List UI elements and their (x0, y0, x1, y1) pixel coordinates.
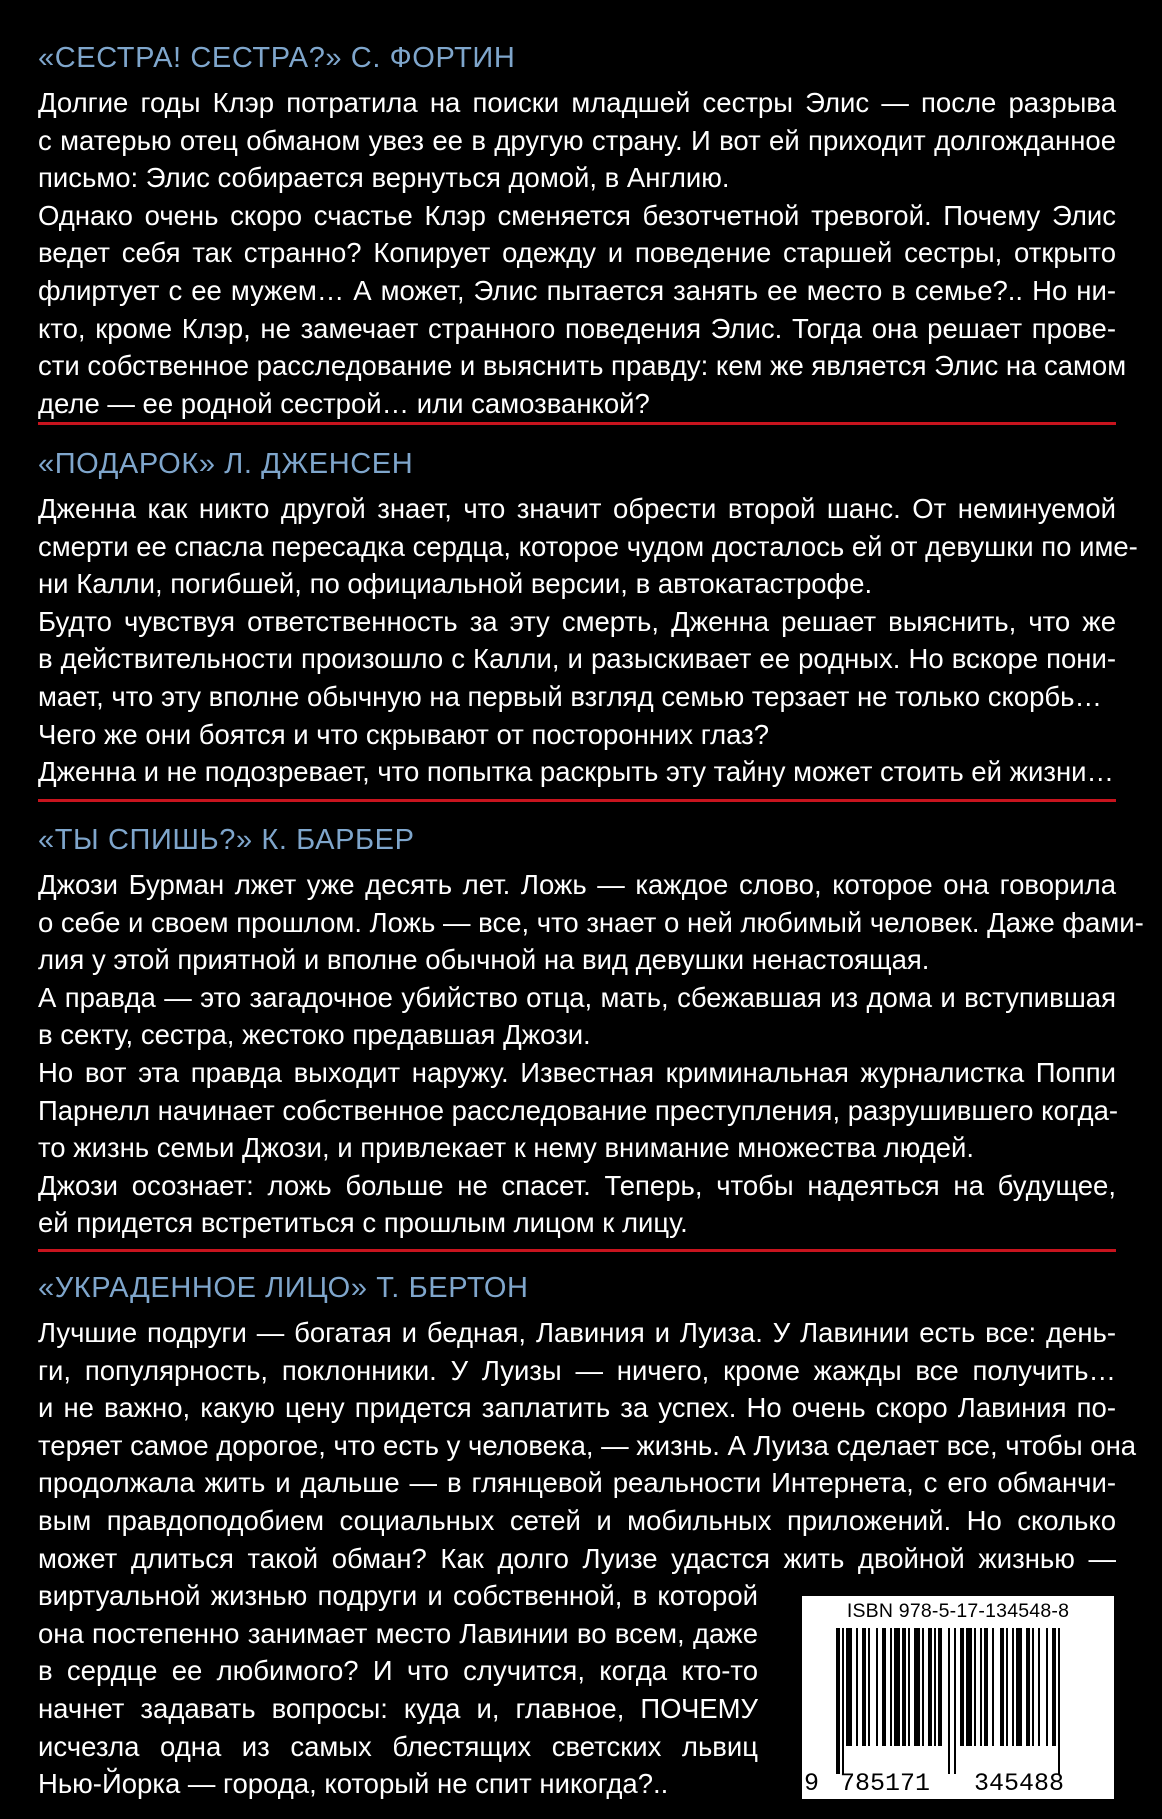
text-line: письмо: Элис собирается вернуться домой, в Англию. (38, 162, 730, 194)
text-line: Чего же они боятся и что скрывают от посторонних глаз? (38, 718, 770, 750)
barcode-bar (914, 1628, 920, 1746)
barcode-bar (992, 1628, 994, 1746)
text-line: с матерью отец обманом увез ее в другую страну. И вот ей приходит долгожданное (38, 124, 1116, 156)
barcode-bar (1026, 1628, 1030, 1746)
barcode-bar (974, 1628, 976, 1746)
barcode-bar (1000, 1628, 1004, 1746)
text-line: то жизнь семьи Джози, и привлекает к нему внимание множества людей. (38, 1132, 975, 1164)
text-line: Джози осознает: ложь больше не спасет. Теперь, чтобы надеяться на будущее, (38, 1169, 1116, 1201)
text-line: ги, популярность, поклонники. У Луизы — ничего, кроме жажды все получить… (38, 1354, 1116, 1386)
barcode-bar (836, 1628, 840, 1774)
text-line: продолжала жить и дальше — в глянцевой реальности Интернета, с его обманчи- (38, 1467, 1116, 1499)
barcode-bar (862, 1628, 866, 1746)
barcode-bar (954, 1628, 956, 1774)
section-title: «ПОДАРОК» Л. ДЖЕНСЕН (38, 448, 414, 480)
text-line: о себе и своем прошлом. Ложь — все, что знает о ней любимый человек. Даже фами- (38, 906, 1144, 938)
text-line: ведет себя так странно? Копирует одежду и поведение старшей сестры, открыто (38, 237, 1116, 269)
text-line: А правда — это загадочное убийство отца, мать, сбежавшая из дома и вступившая (38, 981, 1116, 1013)
barcode-digit-prefix: 9 (804, 1769, 820, 1798)
barcode-bar (856, 1628, 858, 1746)
text-line: мает, что эту вполне обычную на первый взгляд семью терзает не только скорбь… (38, 680, 1102, 712)
barcode-bar (938, 1628, 942, 1746)
section-title: «ТЫ СПИШЬ?» К. БАРБЕР (38, 824, 415, 856)
barcode-bar (846, 1628, 852, 1746)
barcode-bar (1052, 1628, 1056, 1746)
isbn-number: ISBN 978-5-17-134548-8 (846, 1600, 1070, 1622)
text-line: начнет задавать вопросы: куда и, главное, ПОЧЕМУ (38, 1692, 758, 1724)
text-line: Долгие годы Клэр потратила на поиски младшей сестры Элис — после разрыва (38, 87, 1116, 118)
barcode-bar (1046, 1628, 1048, 1746)
barcode-bar (842, 1628, 844, 1774)
barcode-bar (1032, 1628, 1034, 1746)
text-line: в секту, сестра, жестоко предавшая Джози. (38, 1019, 591, 1051)
text-line: Джози Бурман лжет уже десять лет. Ложь — каждое слово, которое она говорила (38, 869, 1116, 900)
text-line: в сердце ее любимого? И что случится, когда кто-то (38, 1655, 758, 1687)
text-line: исчезла одна из самых блестящих светских львиц (38, 1730, 758, 1762)
text-line: Однако очень скоро счастье Клэр сменяется безотчетной тревогой. Почему Элис (38, 199, 1116, 231)
section-title: «СЕСТРА! СЕСТРА?» С. ФОРТИН (38, 42, 516, 74)
barcode-bar (1058, 1628, 1060, 1774)
text-line: теряет самое дорогое, что есть у человека, — жизнь. А Луиза сделает все, чтобы она (38, 1429, 1137, 1461)
text-line: Парнелл начинает собственное расследование преступления, разрушившего когда- (38, 1094, 1119, 1126)
barcode-bar (922, 1628, 924, 1746)
barcode-bar (908, 1628, 910, 1746)
text-line: вым правдоподобием социальных сетей и мобильных приложений. Но сколько (38, 1504, 1116, 1536)
barcode-bar (966, 1628, 972, 1746)
text-line: может длиться такой обман? Как долго Луизе удастся жить двойной жизнью — (38, 1542, 1116, 1574)
barcode-bar (1006, 1628, 1008, 1746)
barcode-bar (902, 1628, 906, 1746)
barcode-digits-right: 345488 (974, 1769, 1065, 1798)
barcode-bar (894, 1628, 900, 1746)
divider-rule (38, 1249, 1116, 1252)
text-line: кто, кроме Клэр, не замечает странного поведения Элис. Тогда она решает прове- (38, 312, 1116, 344)
barcode-bars (816, 1628, 1102, 1774)
barcode-bar (1016, 1628, 1022, 1746)
text-line: и не важно, какую цену придется заплатить за успех. Но очень скоро Лавиния по- (38, 1392, 1116, 1424)
divider-rule (38, 422, 1116, 425)
barcode-bar (890, 1628, 892, 1746)
barcode-bar (868, 1628, 870, 1746)
barcode-bar (1012, 1628, 1014, 1746)
text-line: она постепенно занимает место Лавинии во всем, даже (38, 1617, 758, 1649)
isbn-barcode (802, 1596, 1114, 1799)
barcode-bar (980, 1628, 982, 1746)
section-body (38, 866, 1144, 1242)
text-line: смерти ее спасла пересадка сердца, которое чудом досталось ей от девушки по име- (38, 530, 1138, 562)
barcode-bar (876, 1628, 878, 1746)
divider-rule (38, 799, 1116, 802)
text-line: Лучшие подруги — богатая и бедная, Лавиния и Луиза. У Лавинии есть все: день- (38, 1317, 1116, 1348)
section-body (38, 490, 1138, 791)
text-line: флиртует с ее мужем… А может, Элис пытается занять ее место в семье?.. Но ни- (38, 274, 1116, 306)
barcode-bar (928, 1628, 932, 1746)
text-line: виртуальной жизнью подруги и собственной, в которой (38, 1580, 758, 1612)
text-line: в действительности произошло с Калли, и разыскивает ее родных. Но вскоре пони- (38, 643, 1116, 675)
text-line: Дженна и не подозревает, что попытка раскрыть эту тайну может стоить ей жизни… (38, 756, 1115, 788)
section-body (38, 84, 1127, 422)
text-line: Но вот эта правда выходит наружу. Известная криминальная журналистка Поппи (38, 1056, 1116, 1088)
barcode-bar (882, 1628, 886, 1746)
barcode-bar (948, 1628, 950, 1774)
text-line: сти собственное расследование и выяснить правду: кем же является Элис на самом (38, 350, 1127, 382)
text-line: деле — ее родной сестрой… или самозванкой? (38, 387, 650, 419)
text-line: Нью-Йорка — города, который не спит никогда?.. (38, 1768, 669, 1800)
barcode-digits-left: 785171 (840, 1769, 931, 1798)
section-title: «УКРАДЕННОЕ ЛИЦО» Т. БЕРТОН (38, 1272, 529, 1304)
text-line: ей придется встретиться с прошлым лицом к лицу. (38, 1207, 688, 1239)
barcode-bar (1038, 1628, 1040, 1746)
text-line: ни Калли, погибшей, по официальной версии, в автокатастрофе. (38, 568, 873, 600)
text-line: Дженна как никто другой знает, что значит обрести второй шанс. От неминуемой (38, 493, 1116, 524)
barcode-bar (934, 1628, 936, 1746)
barcode-bar (984, 1628, 988, 1746)
barcode-bar (960, 1628, 964, 1746)
text-line: лия у этой приятной и вполне обычной на вид девушки ненастоящая. (38, 944, 930, 976)
text-line: Будто чувствуя ответственность за эту смерть, Дженна решает выяснить, что же (38, 605, 1116, 637)
